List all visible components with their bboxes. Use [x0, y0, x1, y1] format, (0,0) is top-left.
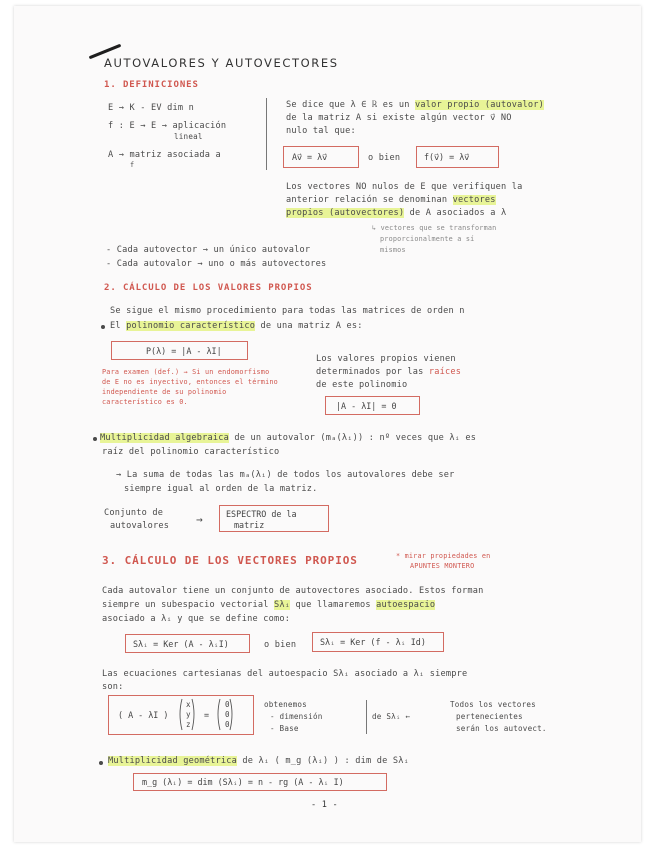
sum-text-2: siempre igual al orden de la matriz.: [124, 484, 318, 494]
exam-note-2: de E no es inyectivo, entonces el término: [102, 378, 278, 386]
def-left-5: f: [130, 161, 135, 169]
eigvec-text-3: propios (autovectores) de A asociados a λ: [286, 208, 507, 218]
sum-text-1: → La suma de todas las mₐ(λᵢ) de todos los autovalores debe ser: [116, 470, 455, 480]
note-3: mismos: [380, 246, 406, 254]
section-2-heading: 2. CÁLCULO DE LOS VALORES PROPIOS: [104, 283, 313, 293]
bullet-dot: [101, 325, 105, 329]
section-1-heading: 1. DEFINICIONES: [104, 80, 199, 90]
cartesian-1: Las ecuaciones cartesianas del autoespacio Sλᵢ asociado a λᵢ siempre: [102, 669, 468, 679]
bullet-dot: [93, 437, 97, 441]
roots-text-3: de este polinomio: [316, 380, 408, 390]
conjunto-2: autovalores: [110, 521, 170, 531]
s3-line-3: asociado a λᵢ y que se define como:: [102, 614, 291, 624]
def-right-3: nulo tal que:: [286, 126, 356, 136]
roots-text-2: determinados por las raíces: [316, 367, 462, 377]
spectrum-2: matriz: [234, 520, 265, 530]
exam-note-1: Para examen (def.) → Si un endomorfismo: [102, 368, 270, 376]
zero-3: 0: [225, 720, 230, 729]
matrix-brackets: [178, 698, 238, 732]
vec-y: y: [186, 710, 191, 719]
bullet-autovalor: - Cada autovalor → uno o más autovectores: [106, 259, 327, 269]
s3-line-1: Cada autovalor tiene un conjunto de autovectores asociado. Estos forman: [102, 586, 484, 596]
formula-7: m_g (λᵢ) = dim (Sλᵢ) = n - rg (A - λᵢ I): [142, 777, 344, 787]
note-1: ↳ vectores que se transforman: [372, 224, 497, 232]
section-3-heading: 3. CÁLCULO DE LOS VECTORES PROPIOS: [102, 554, 358, 567]
def-left-1: E → K - EV dim n: [108, 103, 194, 113]
or-text-1: o bien: [368, 153, 401, 163]
def-left-3: lineal: [174, 132, 203, 141]
spectrum-1: ESPECTRO de la: [226, 509, 297, 519]
base: - Base: [270, 724, 299, 733]
page-title: AUTOVALORES Y AUTOVECTORES: [104, 56, 339, 70]
page-number: - 1 -: [311, 800, 338, 810]
todos-vectores-2: pertenecientes: [456, 712, 523, 721]
vec-z: z: [186, 720, 191, 729]
def-left-2: f : E → E → aplicación: [108, 121, 227, 131]
formula-3: P(λ) = |A - λI|: [146, 346, 222, 356]
formula-4: |A - λI| = 0: [336, 401, 397, 411]
bullet-dot: [99, 761, 103, 765]
def-right-1: Se dice que λ ∈ ℝ es un valor propio (autovalor): [286, 100, 544, 110]
todos-vectores-3: serán los autovect.: [456, 724, 547, 733]
cartesian-2: son:: [102, 682, 124, 692]
s2-line-1: Se sigue el mismo procedimiento para todas las matrices de orden n: [110, 306, 465, 316]
equals-sign: =: [204, 710, 210, 720]
formula-1: Av⃗ = λv⃗: [292, 152, 328, 162]
conjunto-1: Conjunto de: [104, 508, 164, 518]
dimension: - dimensión: [270, 712, 323, 721]
eigvec-text-2: anterior relación se denominan vectores: [286, 195, 496, 205]
def-left-4: A → matriz asociada a: [108, 150, 221, 160]
divider-line-2: [366, 700, 367, 734]
todos-vectores-1: Todos los vectores: [450, 700, 536, 709]
zero-2: 0: [225, 710, 230, 719]
bullet-autovector: - Cada autovector → un único autovalor: [106, 245, 311, 255]
montero-note-1: * mirar propiedades en: [396, 552, 491, 560]
exam-note-4: característico es 0.: [102, 398, 188, 406]
exam-note-3: independiente de su polinomio: [102, 388, 227, 396]
matrix-term: ( A - λI ): [118, 710, 169, 720]
divider-line: [266, 98, 267, 170]
eigvec-text-1: Los vectores NO nulos de E que verifiquen la: [286, 182, 523, 192]
geo-mult: Multiplicidad geométrica de λᵢ ( m_g (λᵢ) ) : dim de Sλᵢ: [108, 756, 409, 766]
def-right-2: de la matriz A si existe algún vector v⃗ NO: [286, 113, 512, 123]
alg-mult-2: raíz del polinomio característico: [102, 447, 280, 457]
de-s-lambda: de Sλᵢ ←: [372, 712, 411, 721]
s3-line-2: siempre un subespacio vectorial Sλᵢ que llamaremos autoespacio: [102, 600, 436, 610]
roots-text-1: Los valores propios vienen: [316, 354, 456, 364]
zero-1: 0: [225, 700, 230, 709]
formula-5: Sλᵢ = Ker (A - λᵢI): [133, 639, 229, 649]
note-2: proporcionalmente a sí: [380, 235, 475, 243]
arrow-icon: →: [196, 513, 203, 526]
s2-line-2: El polinomio característico de una matriz A es:: [110, 321, 363, 331]
obtenemos: obtenemos: [264, 700, 307, 709]
formula-2: f(v⃗) = λv⃗: [424, 152, 470, 162]
or-text-2: o bien: [264, 640, 297, 650]
montero-note-2: APUNTES MONTERO: [410, 562, 475, 570]
formula-6: Sλᵢ = Ker (f - λᵢ Id): [320, 637, 426, 647]
vec-x: x: [186, 700, 191, 709]
alg-mult-1: Multiplicidad algebraica de un autovalor (mₐ(λᵢ)) : nº veces que λᵢ es: [100, 433, 477, 443]
